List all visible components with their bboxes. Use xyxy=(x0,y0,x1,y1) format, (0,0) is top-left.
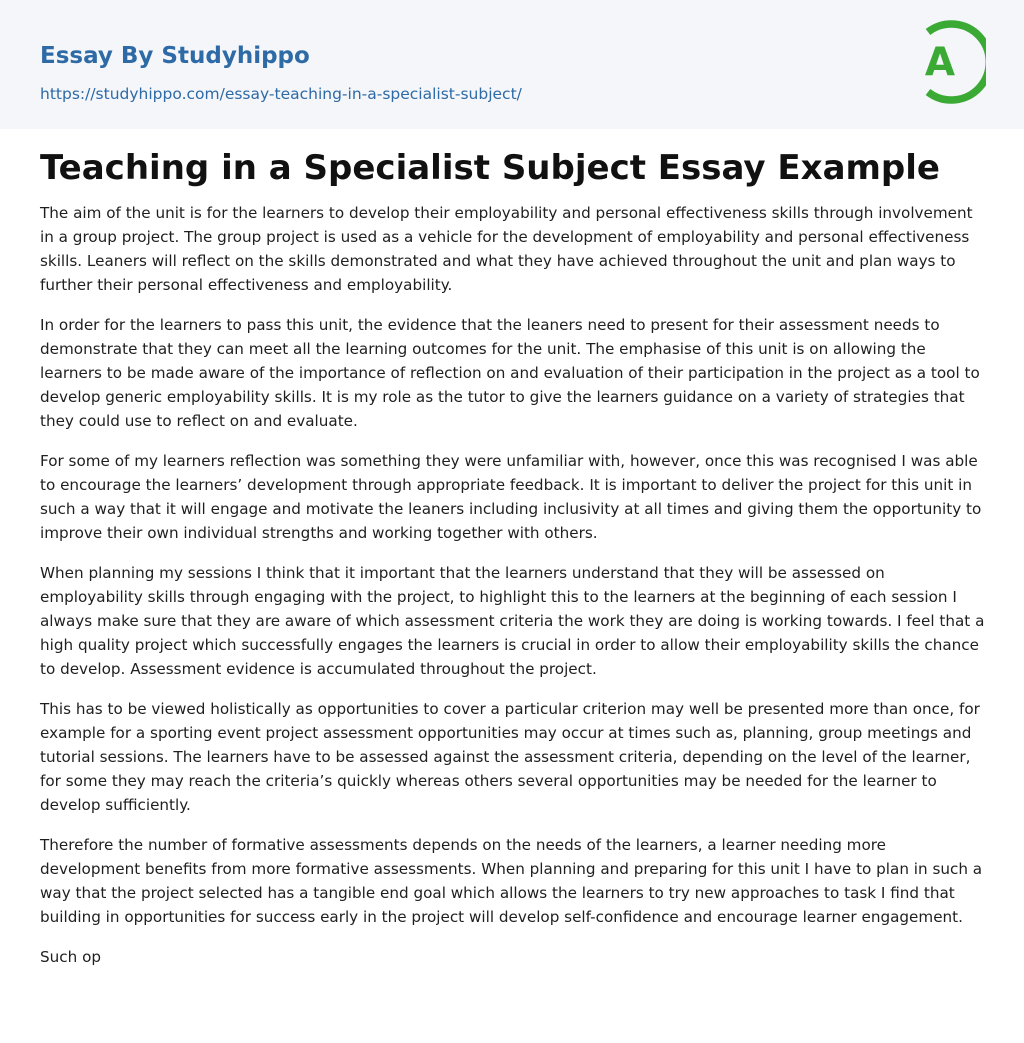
studyhippo-logo-icon[interactable] xyxy=(912,19,986,105)
article-paragraph: Therefore the number of formative assessments depends on the needs of the learners, a learner needing more development benefits from more formative assessments. When planning and preparing for this unit I have to plan in such a way that the project selected has a tangible end goal which allows the learners to try new approaches to task I find that building in opportunities for success early in the project will develop self-confidence and encourage learner engagement. xyxy=(40,836,983,926)
article-paragraph: When planning my sessions I think that it important that the learners understand that they will be assessed on employability skills through engaging with the project, to highlight this to the learners at the beginning of each session I always make sure that they are aware of which assessment criteria the work they are doing is working towards. I feel that a high quality project which successfully engages the learners is crucial in order to allow their employability skills the chance to develop. Assessment evidence is accumulated throughout the project. xyxy=(40,564,985,678)
article-paragraph: This has to be viewed holistically as opportunities to cover a particular criterion may well be presented more than once, for example for a sporting event project assessment opportunities may occur at times such as, planning, group meetings and tutorial sessions. The learners have to be assessed against the assessment criteria, depending on the level of the learner, for some they may reach the criteria’s quickly whereas others several opportunities may be needed for the learner to develop sufficiently. xyxy=(40,700,980,814)
article-paragraph: In order for the learners to pass this unit, the evidence that the leaners need to present for their assessment needs to demonstrate that they can meet all the learning outcomes for the unit. The emphasise of this unit is on allowing the learners to be made aware of the importance of reflection on and evaluation of their participation in the project as a tool to develop generic employability skills. It is my role as the tutor to give the learners guidance on a variety of strategies that they could use to reflect on and evaluate. xyxy=(40,316,980,430)
site-header xyxy=(0,0,1024,129)
essay-url-link[interactable]: https://studyhippo.com/essay-teaching-in-a-specialist-subject/ xyxy=(40,85,522,103)
logo-letter: A xyxy=(924,40,956,85)
article-title: Teaching in a Specialist Subject Essay Example xyxy=(40,148,940,188)
article-paragraph: For some of my learners reflection was something they were unfamiliar with, however, once this was recognised I was able to encourage the learners’ development through appropriate feedback. It is important to deliver the project for this unit in such a way that it will engage and motivate the leaners including inclusivity at all times and giving them the opportunity to improve their own individual strengths and working together with others. xyxy=(40,452,982,542)
site-brand[interactable]: Essay By Studyhippo xyxy=(40,43,310,69)
article xyxy=(40,142,985,985)
article-paragraph: The aim of the unit is for the learners to develop their employability and personal effectiveness skills through involvement in a group project. The group project is used as a vehicle for the development of employability and personal effectiveness skills. Leaners will reflect on the skills demonstrated and what they have achieved throughout the unit and plan ways to further their personal effectiveness and employability. xyxy=(40,204,973,294)
article-paragraph-truncated: Such op xyxy=(40,948,102,966)
